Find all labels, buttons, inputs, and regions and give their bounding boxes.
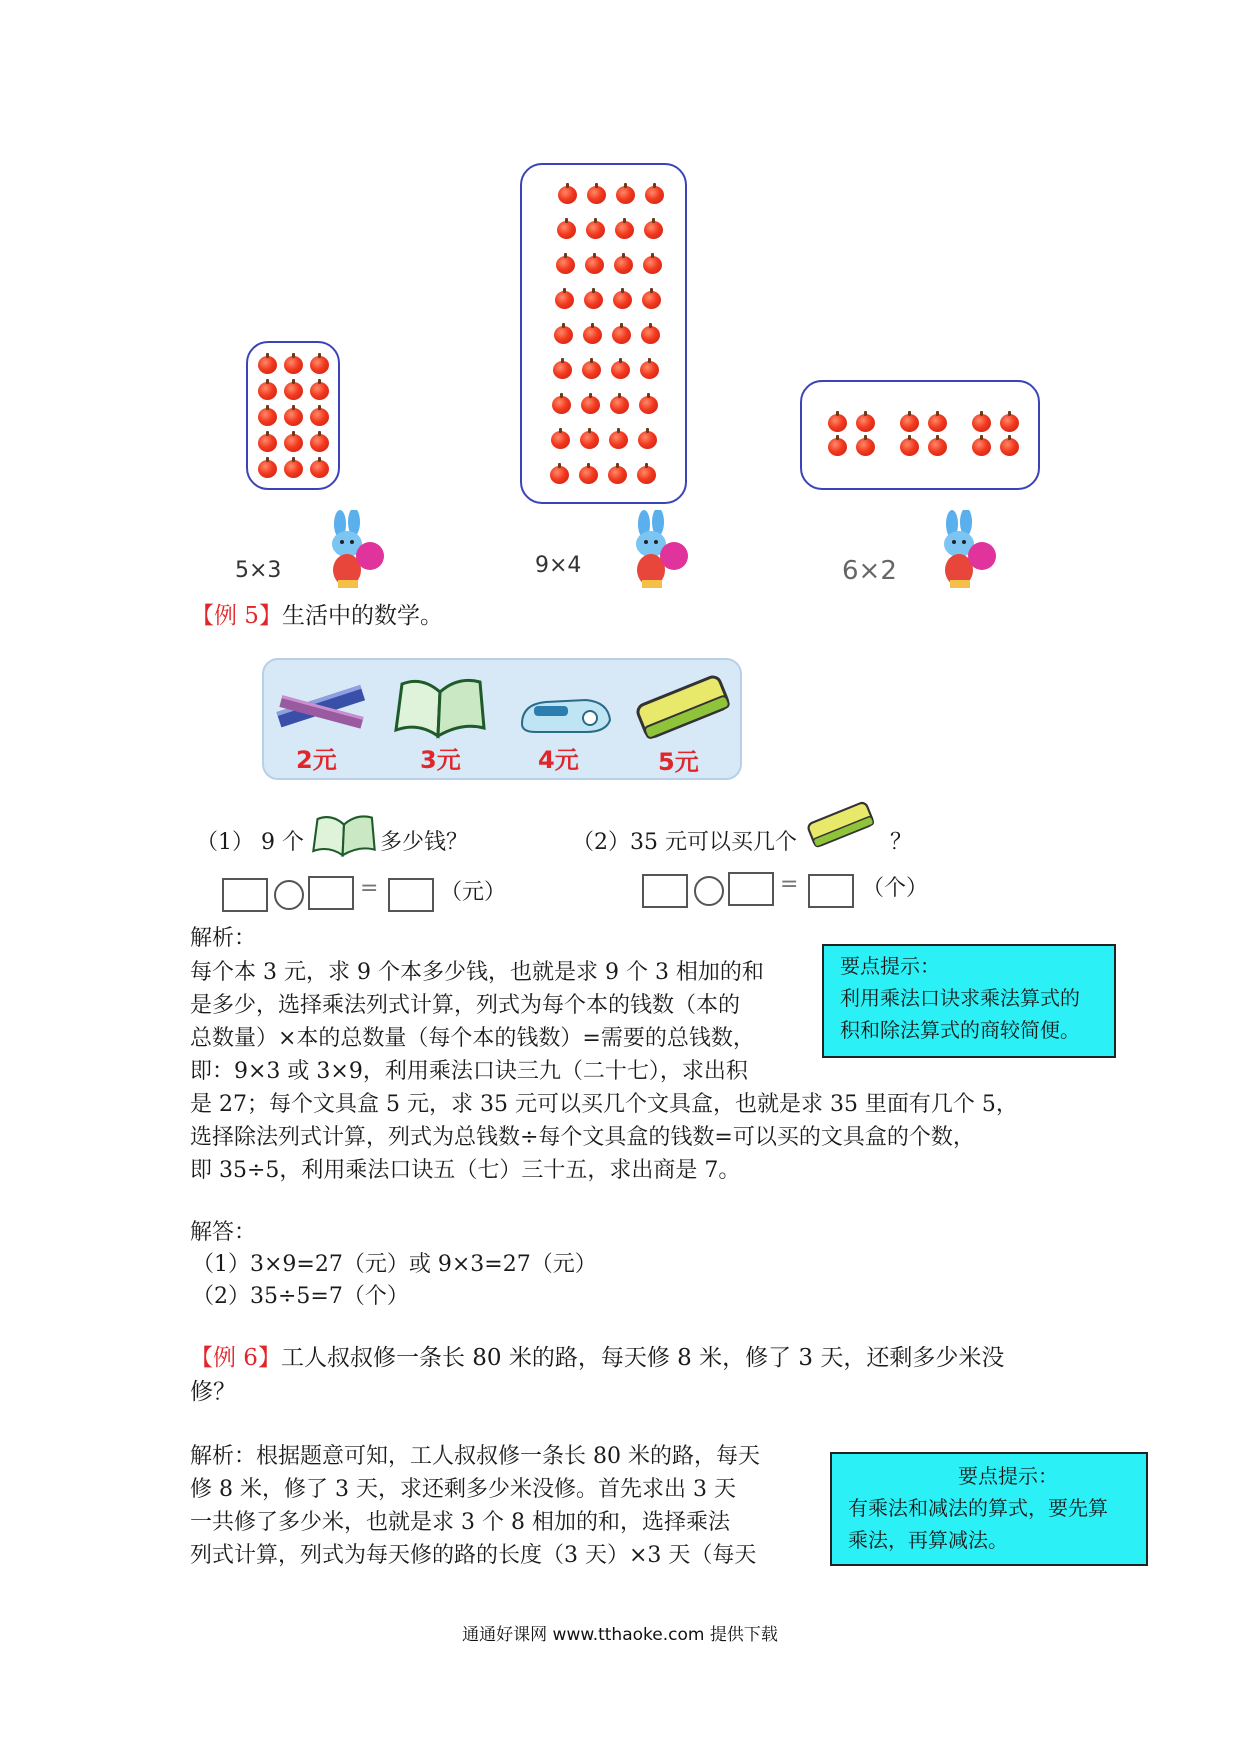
apple-icon bbox=[972, 414, 991, 432]
apple-icon bbox=[586, 221, 605, 239]
apple-icon bbox=[581, 396, 600, 414]
analysis-title: 解析： bbox=[190, 926, 257, 951]
example6-analysis-line: 一共修了多少米，也就是求 3 个 8 相加的和，选择乘法 bbox=[190, 1510, 730, 1535]
apple-icon bbox=[258, 356, 277, 374]
apple-icon bbox=[310, 460, 329, 478]
apple-icon bbox=[585, 256, 604, 274]
operator-circle[interactable] bbox=[274, 880, 304, 910]
tip-line: 有乘法和减法的算式，要先算 bbox=[848, 1496, 1108, 1520]
apple-icon bbox=[637, 466, 656, 484]
apple-icon bbox=[616, 186, 635, 204]
apple-icon bbox=[284, 434, 303, 452]
answer-box[interactable] bbox=[388, 878, 434, 912]
apple-icon bbox=[310, 382, 329, 400]
apple-icon bbox=[638, 431, 657, 449]
analysis-line: 是多少，选择乘法列式计算，列式为每个本的钱数（本的 bbox=[190, 993, 741, 1018]
key-point-tip-2 bbox=[830, 1452, 1148, 1566]
book-icon bbox=[392, 674, 488, 740]
apple-icon bbox=[615, 221, 634, 239]
apple-icon bbox=[310, 356, 329, 374]
apple-icon bbox=[258, 434, 277, 452]
question-2-suffix: ？ bbox=[890, 830, 913, 855]
group-label-6x2: 6×2 bbox=[842, 556, 897, 586]
apple-icon bbox=[258, 382, 277, 400]
example6-analysis-line: 列式计算，列式为每天修的路的长度（3 天）×3 天（每天 bbox=[190, 1543, 757, 1568]
equals-sign: = bbox=[360, 876, 379, 901]
bunny-icon bbox=[930, 510, 1000, 590]
apple-icon bbox=[610, 396, 629, 414]
apple-icon bbox=[551, 431, 570, 449]
apple-icon bbox=[584, 291, 603, 309]
operator-circle[interactable] bbox=[694, 876, 724, 906]
apple-icon bbox=[258, 460, 277, 478]
tip-line: 利用乘法口诀求乘法算式的 bbox=[840, 986, 1080, 1010]
apple-icon bbox=[558, 186, 577, 204]
tip-title: 要点提示： bbox=[840, 954, 940, 978]
pencil-sharpener-icon bbox=[516, 688, 616, 738]
apple-icon bbox=[645, 186, 664, 204]
apple-icon bbox=[828, 414, 847, 432]
apple-icon bbox=[284, 460, 303, 478]
group-label-9x4: 9×4 bbox=[535, 553, 582, 578]
apple-icon bbox=[928, 438, 947, 456]
analysis-line: 总数量）×本的总数量（每个本的钱数）=需要的总钱数， bbox=[190, 1026, 755, 1051]
apple-icon bbox=[579, 466, 598, 484]
question-1-unit: （元） bbox=[440, 880, 507, 905]
example6-title: 工人叔叔修一条长 80 米的路，每天修 8 米，修了 3 天，还剩多少米没 bbox=[280, 1345, 1005, 1371]
tip-line: 积和除法算式的商较简便。 bbox=[840, 1018, 1080, 1042]
apple-icon bbox=[582, 361, 601, 379]
apple-icon bbox=[613, 291, 632, 309]
ruler-icon bbox=[274, 680, 370, 740]
apple-icon bbox=[1000, 438, 1019, 456]
example5-heading bbox=[191, 600, 443, 633]
apple-icon bbox=[556, 256, 575, 274]
example6-title-line2: 修？ bbox=[190, 1379, 236, 1405]
apple-icon bbox=[972, 438, 991, 456]
apple-icon bbox=[900, 438, 919, 456]
apple-icon bbox=[550, 466, 569, 484]
apple-icon bbox=[583, 326, 602, 344]
analysis-line: 选择除法列式计算，列式为总钱数÷每个文具盒的钱数=可以买的文具盒的个数， bbox=[190, 1125, 975, 1150]
apple-icon bbox=[587, 186, 606, 204]
apple-icon bbox=[555, 291, 574, 309]
page-footer: 通通好课网 www.tthaoke.com 提供下载 bbox=[462, 1625, 778, 1645]
question-2-prefix: （2）35 元可以买几个 bbox=[572, 830, 797, 855]
answer-box[interactable] bbox=[308, 876, 354, 910]
apple-icon bbox=[644, 221, 663, 239]
answer-line: （2）35÷5=7（个） bbox=[192, 1284, 409, 1309]
price-sharpener: 4元 bbox=[538, 746, 579, 774]
key-point-tip bbox=[822, 944, 1116, 1058]
bunny-icon bbox=[622, 510, 692, 590]
apple-icon bbox=[552, 396, 571, 414]
answer-title: 解答： bbox=[190, 1220, 257, 1245]
analysis-line: 每个本 3 元，求 9 个本多少钱，也就是求 9 个 3 相加的和 bbox=[190, 960, 764, 985]
answer-box[interactable] bbox=[808, 874, 854, 908]
answer-box[interactable] bbox=[222, 878, 268, 912]
apple-icon bbox=[553, 361, 572, 379]
group-label-5x3: 5×3 bbox=[235, 558, 282, 583]
apple-icon bbox=[284, 382, 303, 400]
analysis-line: 是 27；每个文具盒 5 元，求 35 元可以买几个文具盒，也就是求 35 里面有几个 5， bbox=[190, 1092, 1018, 1117]
apple-icon bbox=[557, 221, 576, 239]
apple-icon bbox=[1000, 414, 1019, 432]
example6-heading bbox=[190, 1342, 1004, 1375]
example6-analysis-line: 解析：根据题意可知，工人叔叔修一条长 80 米的路，每天 bbox=[190, 1444, 760, 1469]
tip-title: 要点提示： bbox=[958, 1464, 1058, 1488]
price-ruler: 2元 bbox=[296, 746, 337, 774]
apple-icon bbox=[612, 326, 631, 344]
question-1-prefix: （1） 9 个 bbox=[196, 830, 304, 855]
equals-sign: = bbox=[780, 872, 799, 897]
apple-icon bbox=[609, 431, 628, 449]
apple-icon bbox=[928, 414, 947, 432]
example5-title: 生活中的数学。 bbox=[281, 603, 443, 629]
answer-box[interactable] bbox=[728, 872, 774, 906]
apple-icon bbox=[900, 414, 919, 432]
price-pencil-box: 5元 bbox=[658, 748, 699, 776]
tip-line: 乘法，再算减法。 bbox=[848, 1528, 1008, 1552]
apple-icon bbox=[642, 291, 661, 309]
apple-icon bbox=[258, 408, 277, 426]
apple-icon bbox=[856, 414, 875, 432]
apple-group-9x4 bbox=[520, 163, 687, 504]
apple-icon bbox=[580, 431, 599, 449]
apple-icon bbox=[643, 256, 662, 274]
question-2-unit: （个） bbox=[862, 876, 929, 901]
question-1-suffix: 多少钱？ bbox=[380, 830, 469, 855]
analysis-line: 即 35÷5，利用乘法口诀五（七）三十五，求出商是 7。 bbox=[190, 1158, 741, 1183]
answer-line: （1）3×9=27（元）或 9×3=27（元） bbox=[192, 1252, 597, 1277]
apple-icon bbox=[284, 356, 303, 374]
bunny-icon bbox=[318, 510, 388, 590]
example5-tag: 【例 5】 bbox=[191, 603, 282, 629]
apple-icon bbox=[614, 256, 633, 274]
apple-icon bbox=[641, 326, 660, 344]
price-book: 3元 bbox=[420, 746, 461, 774]
pencil-box-icon bbox=[632, 670, 732, 740]
pencil-box-icon bbox=[804, 798, 876, 848]
apple-icon bbox=[310, 408, 329, 426]
apple-icon bbox=[611, 361, 630, 379]
example6-analysis-line: 修 8 米，修了 3 天，求还剩多少米没修。首先求出 3 天 bbox=[190, 1477, 736, 1502]
analysis-line: 即：9×3 或 3×9，利用乘法口诀三九（二十七），求出积 bbox=[190, 1059, 748, 1084]
price-banner bbox=[262, 658, 742, 780]
apple-icon bbox=[310, 434, 329, 452]
apple-icon bbox=[554, 326, 573, 344]
apple-icon bbox=[608, 466, 627, 484]
example6-tag: 【例 6】 bbox=[190, 1345, 281, 1371]
apple-icon bbox=[640, 361, 659, 379]
apple-icon bbox=[639, 396, 658, 414]
apple-icon bbox=[284, 408, 303, 426]
apple-icon bbox=[856, 438, 875, 456]
book-icon bbox=[308, 812, 380, 858]
apple-icon bbox=[828, 438, 847, 456]
answer-box[interactable] bbox=[642, 874, 688, 908]
